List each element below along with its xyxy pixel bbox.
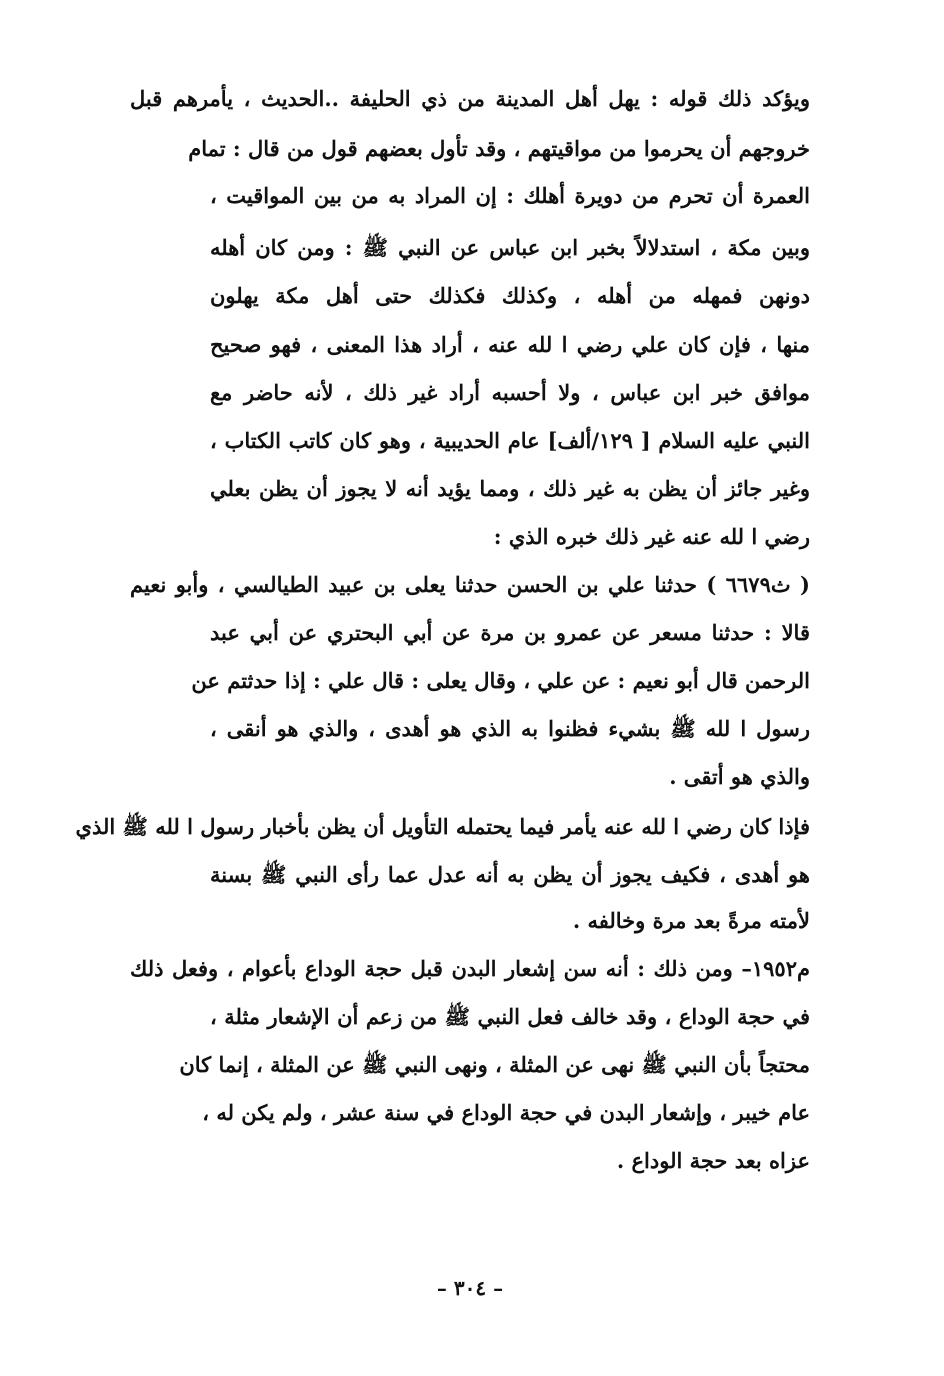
text-line: رضي ا لله عنه غير ذلك خبره الذي : (493, 524, 810, 549)
text-line: منها ، فإن كان علي رضي ا لله عنه ، أراد هذا المعنى ، فهو صحيح (210, 332, 810, 357)
text-line: العمرة أن تحرم من دويرة أهلك : إن المراد به من بين المواقيت ، (210, 183, 810, 208)
text-line: قالا : حدثنا مسعر عن عمرو بن مرة عن أبي البحتري عن أبي عبد (210, 620, 810, 645)
text-line: خروجهم أن يحرموا من مواقيتهم ، وقد تأول بعضهم قول من قال : تمام (188, 136, 810, 161)
text-line: دونهن فمهله من أهله ، وكذلك فكذلك حتى أهل مكة يهلون (210, 283, 810, 308)
text-line: في حجة الوداع ، وقد خالف فعل النبي ﷺ من زعم أن الإشعار مثلة ، (210, 1004, 810, 1029)
text-line: لأمته مرةً بعد مرة وخالفه . (572, 908, 810, 933)
text-line: محتجاً بأن النبي ﷺ نهى عن المثلة ، ونهى النبي ﷺ عن المثلة ، إنما كان (179, 1052, 810, 1077)
text-line: والذي هو أتقى . (669, 764, 810, 789)
text-line: هو أهدى ، فكيف يجوز أن يظن به أنه عدل عما رأى النبي ﷺ بسنة (210, 862, 810, 887)
text-line: وبين مكة ، استدلالاً بخبر ابن عباس عن النبي ﷺ : ومن كان أهله (210, 235, 810, 260)
text-line: عام خيبر ، وإشعار البدن في حجة الوداع في سنة عشر ، ولم يكن له ، (202, 1100, 810, 1125)
text-line: م١٩٥٢– ومن ذلك : أنه سن إشعار البدن قبل حجة الوداع بأعوام ، وفعل ذلك (130, 956, 810, 981)
text-line: الرحمن قال أبو نعيم : عن علي ، وقال يعلى : قال علي : إذا حدثتم عن (191, 668, 810, 693)
text-line: وغير جائز أن يظن به غير ذلك ، ومما يؤيد أنه لا يجوز أن يظن بعلي (210, 476, 810, 501)
page-number: – ٣٠٤ – (436, 1276, 504, 1300)
text-line: موافق خبر ابن عباس ، ولا أحسبه أراد غير ذلك ، لأنه حاضر مع (210, 380, 810, 405)
text-line: ويؤكد ذلك قوله : يهل أهل المدينة من ذي الحليفة ..الحديث ، يأمرهم قبل (130, 86, 810, 111)
text-line: ( ث٦٦٧٩ ) حدثنا علي بن الحسن حدثنا يعلى بن عبيد الطيالسي ، وأبو نعيم (130, 572, 810, 597)
text-line: عزاه بعد حجة الوداع . (616, 1148, 810, 1173)
text-line: رسول ا لله ﷺ بشيء فظنوا به الذي هو أهدى ، والذي هو أنقى ، (210, 716, 810, 741)
text-line: فإذا كان رضي ا لله عنه يأمر فيما يحتمله التأويل أن يظن بأخبار رسول ا لله ﷺ الذي (75, 814, 810, 839)
text-line: النبي عليه السلام [ ١٢٩/ألف] عام الحديبية ، وهو كان كاتب الكتاب ، (210, 428, 810, 453)
